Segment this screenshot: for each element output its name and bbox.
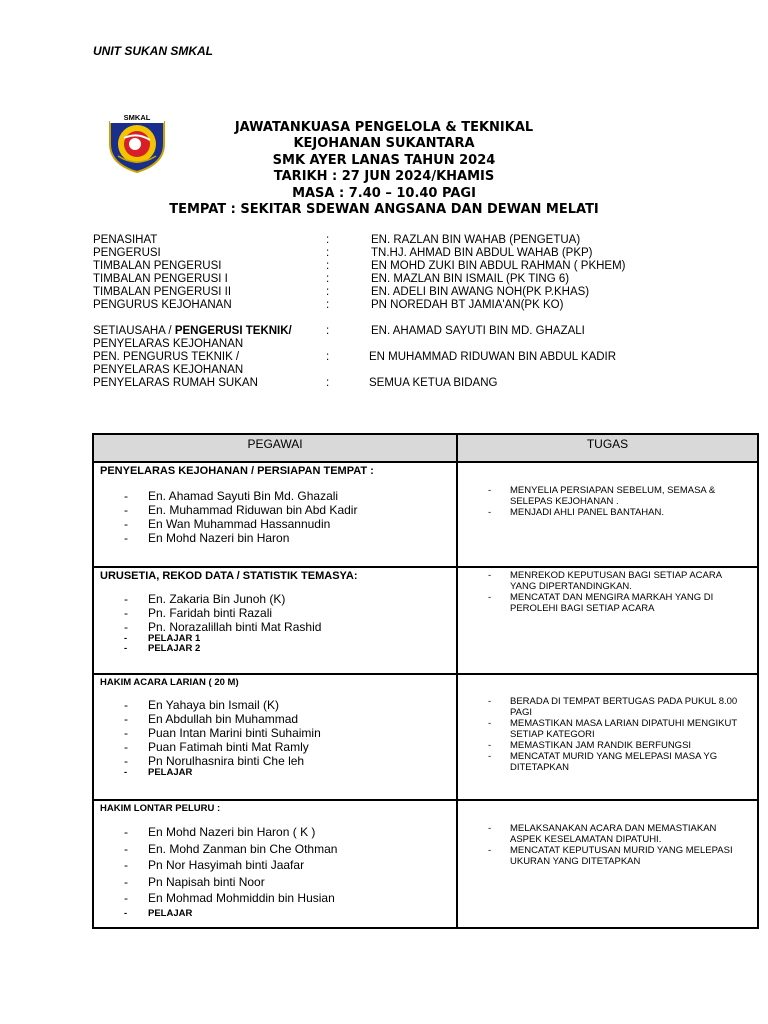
officer-name: - Puan Fatimah binti Mat Ramly [124,740,456,754]
duty-item: - MENCATAT MURID YANG MELEPASI MASA YG DITETAPKAN [488,751,757,773]
officers-cell [93,567,457,674]
duty-item: - BERADA DI TEMPAT BERTUGAS PADA PUKUL 8.00 PAGI [488,696,757,718]
section-title: HAKIM LONTAR PELURU : [100,803,221,814]
officer-name: - En Yahaya bin Ismail (K) [124,698,456,712]
role-value: PN NOREDAH BT JAMIA'AN(PK KO) [371,299,564,311]
title-line: JAWATANKUASA PENGELOLA & TEKNIKAL [234,120,534,135]
officer-name: - En Abdullah bin Muhammad [124,712,456,726]
document-title [100,120,668,218]
title-line: TEMPAT : SEKITAR SDEWAN ANGSANA DAN DEWAN MELATI [169,202,599,218]
role-row [93,364,733,377]
duty-item: - MENJADI AHLI PANEL BANTAHAN. [488,507,757,518]
role-label: PENYELARAS KEJOHANAN [93,364,244,376]
role-label: PENGURUS KEJOHANAN [93,299,232,311]
duty-table [92,433,759,929]
officer-name: - En Mohmad Mohmiddin bin Husian [124,890,456,907]
title-line: TARIKH : 27 JUN 2024/KHAMIS [273,169,495,185]
role-label: PENYELARAS RUMAH SUKAN [93,377,258,389]
role-colon: : [326,260,330,272]
role-label: PENYELARAS KEJOHANAN [93,338,244,350]
role-colon: : [326,286,330,298]
section-title: HAKIM ACARA LARIAN ( 20 M) [100,677,239,688]
student-placeholder: - PELAJAR 1 [124,634,456,644]
role-row [93,377,733,390]
duties-cell [457,674,758,800]
duty-item: - MENREKOD KEPUTUSAN BAGI SETIAP ACARA YANG DIPERTANDINGKAN. [488,570,757,592]
officer-name: - En. Zakaria Bin Junoh (K) [124,592,456,606]
role-value: EN MUHAMMAD RIDUWAN BIN ABDUL KADIR [369,351,617,363]
role-row [93,338,733,351]
officer-name: - Pn Napisah binti Noor [124,874,456,891]
role-row [93,273,733,286]
role-label-bold: PENGERUSI TEKNIK/ [174,325,292,337]
section-title: PENYELARAS KEJOHANAN / PERSIAPAN TEMPAT : [100,465,374,477]
officer-list [94,824,456,921]
officers-cell [93,674,457,800]
role-colon: : [326,299,330,311]
officer-name: - En Mohd Nazeri bin Haron [124,531,456,545]
officer-name: - En. Mohd Zanman bin Che Othman [124,841,456,858]
role-value: TN.HJ. AHMAD BIN ABDUL WAHAB (PKP) [371,247,593,259]
role-colon: : [326,247,330,259]
officer-name: - Pn Nor Hasyimah binti Jaafar [124,857,456,874]
student-placeholder: - PELAJAR [124,907,456,921]
role-value: EN MOHD ZUKI BIN ABDUL RAHMAN ( PKHEM) [371,260,626,272]
table-row [93,800,758,928]
role-label: PEN. PENGURUS TEKNIK / [93,351,240,363]
duties-cell [457,462,758,567]
role-row [93,299,733,312]
role-label-part: SETIAUSAHA / [93,325,175,337]
duty-item: - MEMASTIKAN MASA LARIAN DIPATUHI MENGIKUT SETIAP KATEGORI [488,718,757,740]
duties-cell [457,567,758,674]
role-value: EN. RAZLAN BIN WAHAB (PENGETUA) [371,234,581,246]
duty-list [458,485,757,518]
role-row [93,325,733,338]
duty-item: - MELAKSANAKAN ACARA DAN MEMASTIAKAN ASPEK KESELAMATAN DIPATUHI. [488,823,757,845]
officers-cell [93,462,457,567]
table-row [93,674,758,800]
duty-item: - MENYELIA PERSIAPAN SEBELUM, SEMASA & SELEPAS KEJOHANAN . [488,485,757,507]
role-colon: : [326,273,330,285]
role-colon: : [326,234,330,246]
role-row [93,234,733,247]
officer-name: - Pn. Faridah binti Razali [124,606,456,620]
officer-list [94,698,456,778]
duty-item: - MENCATAT KEPUTUSAN MURID YANG MELEPASI UKURAN YANG DITETAPKAN [488,845,757,867]
title-line: MASA : 7.40 – 10.40 PAGI [292,185,476,201]
role-label [93,325,292,338]
student-placeholder: - PELAJAR 2 [124,644,456,654]
role-colon: : [326,351,330,363]
role-colon: : [326,377,330,389]
duty-list [458,570,757,614]
officer-name: - En. Muhammad Riduwan bin Abd Kadir [124,503,456,517]
role-row [93,260,733,273]
table-row [93,462,758,567]
role-value: EN. MAZLAN BIN ISMAIL (PK TING 6) [371,273,570,285]
role-row [93,286,733,299]
officers-cell [93,800,457,928]
section-title: URUSETIA, REKOD DATA / STATISTIK TEMASYA: [100,570,358,582]
duty-item: - MEMASTIKAN JAM RANDIK BERFUNGSI [488,740,757,751]
role-value: SEMUA KETUA BIDANG [369,377,498,389]
student-placeholder: - PELAJAR [124,768,456,778]
officer-name: - Pn. Norazalillah binti Mat Rashid [124,620,456,634]
role-row [93,247,733,260]
officer-list [94,489,456,545]
duties-cell [457,800,758,928]
officer-name: - Puan Intan Marini binti Suhaimin [124,726,456,740]
role-label: TIMBALAN PENGERUSI I [93,273,228,285]
logo-text: SMKAL [123,113,151,122]
role-value: EN. AHAMAD SAYUTI BIN MD. GHAZALI [371,325,585,337]
duty-list [458,823,757,867]
duty-list [458,696,757,773]
role-label: TIMBALAN PENGERUSI II [93,286,232,298]
duty-item: - MENCATAT DAN MENGIRA MARKAH YANG DI PEROLEHI BAGI SETIAP ACARA [488,592,757,614]
role-colon: : [326,325,330,337]
officer-name: - En Mohd Nazeri bin Haron ( K ) [124,824,456,841]
title-line: KEJOHANAN SUKANTARA [293,136,475,152]
column-header-duties: TUGAS [457,434,758,462]
role-label: PENGERUSI [93,247,161,259]
officer-name: - En. Ahamad Sayuti Bin Md. Ghazali [124,489,456,503]
committee-roles [93,234,733,390]
table-row [93,567,758,674]
title-line: SMK AYER LANAS TAHUN 2024 [272,152,496,168]
role-label: PENASIHAT [93,234,158,246]
role-row [93,351,733,364]
role-label: TIMBALAN PENGERUSI [93,260,222,272]
column-header-officers: PEGAWAI [93,434,457,462]
document-header: UNIT SUKAN SMKAL [93,44,213,58]
officer-name: - Pn Norulhasnira binti Che leh [124,754,456,768]
officer-list [94,592,456,654]
officer-name: - En Wan Muhammad Hassannudin [124,517,456,531]
role-value: EN. ADELI BIN AWANG NOH(PK P.KHAS) [371,286,590,298]
